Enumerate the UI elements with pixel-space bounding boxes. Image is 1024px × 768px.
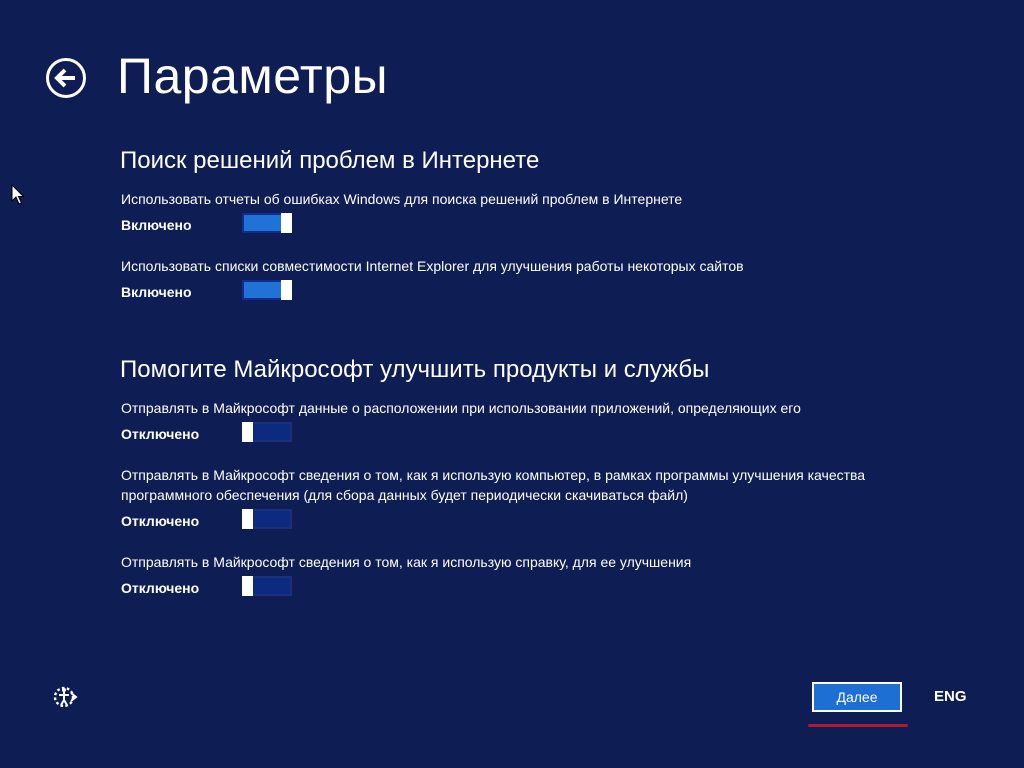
setting-state-ie-compatibility: Включено	[121, 284, 192, 300]
toggle-ceip[interactable]	[242, 509, 292, 529]
toggle-knob	[242, 576, 253, 596]
toggle-knob	[281, 213, 292, 233]
setting-desc-error-reporting: Использовать отчеты об ошибках Windows для поиска решений проблем в Интернете	[121, 191, 683, 207]
setting-state-ceip: Отключено	[121, 513, 200, 529]
next-button-underline	[808, 724, 908, 727]
toggle-knob	[242, 422, 253, 442]
toggle-ie-compatibility[interactable]	[242, 280, 292, 300]
page-title: Параметры	[117, 48, 389, 104]
ease-of-access-icon	[52, 684, 78, 710]
setting-desc-ie-compatibility: Использовать списки совместимости Internet Explorer для улучшения работы некоторых сайтов	[121, 258, 744, 274]
setting-state-location-data: Отключено	[121, 426, 200, 442]
back-button[interactable]	[45, 57, 87, 99]
toggle-error-reporting[interactable]	[242, 213, 292, 233]
toggle-help-improvement[interactable]	[242, 576, 292, 596]
mouse-pointer-icon	[11, 184, 25, 206]
setting-desc-ceip: Отправлять в Майкрософт сведения о том, как я использую компьютер, в рамках программы улучшения качества программного обеспечения (для сбора данных будет периодически скачиваться файл)	[121, 467, 866, 503]
section-title-online-solutions: Поиск решений проблем в Интернете	[120, 147, 540, 174]
toggle-knob	[281, 280, 292, 300]
language-indicator[interactable]: ENG	[934, 688, 967, 705]
next-button[interactable]: Далее	[812, 682, 902, 712]
toggle-knob	[242, 509, 253, 529]
section-title-help-microsoft: Помогите Майкрософт улучшить продукты и службы	[120, 356, 710, 383]
setting-desc-location-data: Отправлять в Майкрософт данные о расположении при использовании приложений, определяющих его	[121, 400, 801, 416]
setting-desc-help-improvement: Отправлять в Майкрософт сведения о том, как я использую справку, для ее улучшения	[121, 554, 692, 570]
setting-state-error-reporting: Включено	[121, 217, 192, 233]
toggle-location-data[interactable]	[242, 422, 292, 442]
back-arrow-circle-icon	[45, 57, 87, 99]
ease-of-access-button[interactable]	[52, 684, 78, 710]
setting-state-help-improvement: Отключено	[121, 580, 200, 596]
